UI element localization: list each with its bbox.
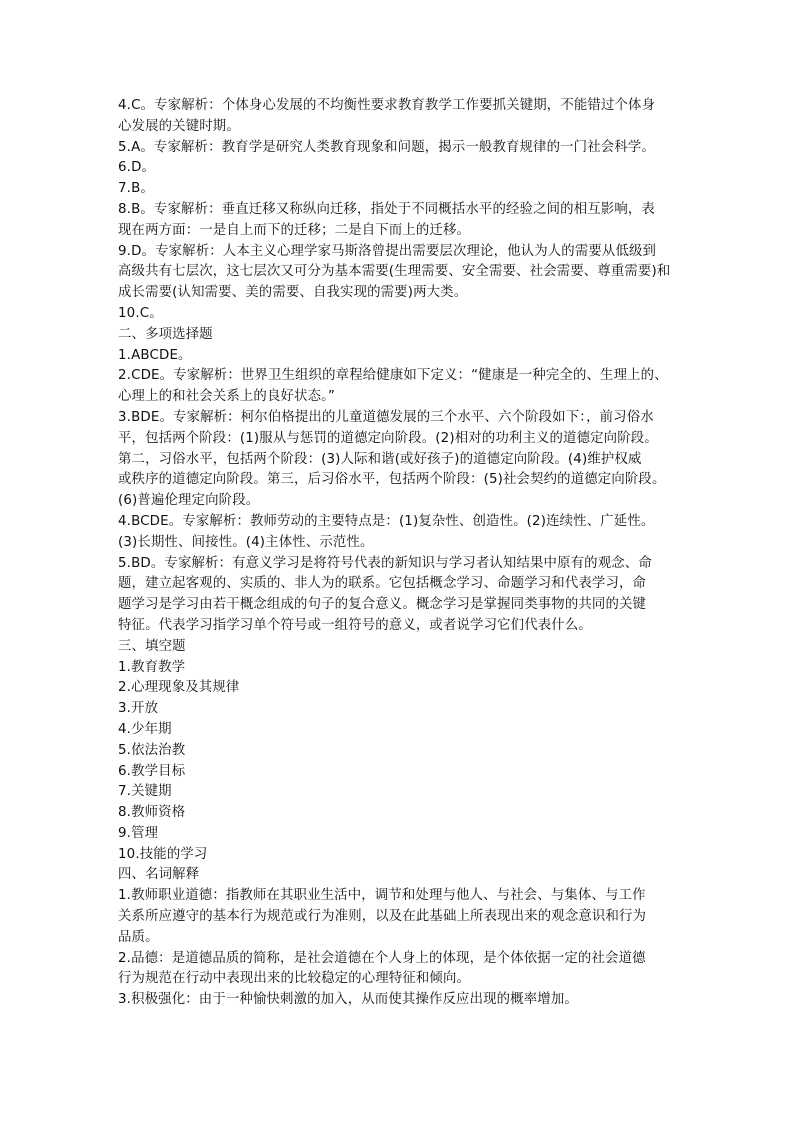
text-line: 1.ABCDE。 (118, 347, 192, 363)
text-line: 高级共有七层次，这七层次又可分为基本需要(生理需要、安全需要、社会需要、尊重需要)和 (118, 264, 671, 280)
text-line: 6.教学目标 (118, 763, 186, 779)
text-line: 8.B。专家解析：垂直迁移又称纵向迁移，指处于不同概括水平的经验之间的相互影响，表 (118, 201, 655, 217)
text-line: 4.少年期 (118, 721, 172, 737)
text-line: 题，建立起客观的、实质的、非人为的联系。它包括概念学习、命题学习和代表学习，命 (118, 576, 647, 592)
text-line: 成长需要(认知需要、美的需要、自我实现的需要)两大类。 (118, 285, 468, 301)
text-line: 1.教师职业道德：指教师在其职业生活中，调节和处理与他人、与社会、与集体、与工作 (118, 888, 646, 904)
text-line: 平，包括两个阶段：(1)服从与惩罚的道德定向阶段。(2)相对的功利主义的道德定向阶段。 (118, 430, 658, 446)
text-line: 品质。 (118, 929, 159, 945)
text-line: 心发展的关键时期。 (118, 118, 240, 134)
text-line: 10.技能的学习 (118, 846, 208, 862)
text-line: 7.B。 (118, 181, 154, 197)
text-line: 现在两方面：一是自上而下的迁移；二是自下而上的迁移。 (118, 222, 471, 238)
text-line: 题学习是学习由若干概念组成的句子的复合意义。概念学习是掌握同类事物的共同的关键 (118, 597, 647, 613)
text-line: 1.教育教学 (118, 659, 186, 675)
text-line: 9.管理 (118, 825, 159, 841)
text-line: 4.C。专家解析：个体身心发展的不均衡性要求教育教学工作要抓关键期，不能错过个体身 (118, 98, 656, 113)
text-line: 5.BD。专家解析：有意义学习是将符号代表的新知识与学习者认知结果中原有的观念、命 (118, 555, 652, 571)
text-line: (6)普遍伦理定向阶段。 (118, 493, 260, 509)
text-line: 5.A。专家解析：教育学是研究人类教育现象和问题，揭示一般教育规律的一门社会科学。 (118, 139, 655, 155)
text-line: 8.教师资格 (118, 805, 186, 821)
text-line: 5.依法治教 (118, 742, 186, 758)
text-line: 心理上的和社会关系上的良好状态。” (118, 389, 336, 405)
text-line: 行为规范在行动中表现出来的比较稳定的心理特征和倾向。 (118, 971, 471, 987)
section-heading: 四、名词解释 (118, 867, 200, 883)
text-line: 7.关键期 (118, 784, 172, 800)
text-line: 10.C。 (118, 305, 163, 321)
text-line: 关系所应遵守的基本行为规范或行为准则，以及在此基础上所表现出来的观念意识和行为 (118, 909, 647, 925)
answer-document (118, 96, 718, 1011)
text-line: 4.BCDE。专家解析：教师劳动的主要特点是：(1)复杂性、创造性。(2)连续性、广延性。 (118, 513, 655, 529)
text-line: 9.D。专家解析：人本主义心理学家马斯洛曾提出需要层次理论，他认为人的需要从低级到 (118, 243, 657, 259)
text-line: 6.D。 (118, 160, 156, 176)
text-line: 3.开放 (118, 701, 159, 717)
section-heading: 三、填空题 (118, 638, 186, 654)
text-line: 2.品德：是道德品质的简称，是社会道德在个人身上的体现，是个体依据一定的社会道德 (118, 950, 646, 966)
section-heading: 二、多项选择题 (118, 326, 213, 342)
text-line: 2.CDE。专家解析：世界卫生组织的章程给健康如下定义：“健康是一种完全的、生理上的、 (118, 368, 668, 384)
text-line: 3.积极强化：由于一种愉快刺激的加入，从而使其操作反应出现的概率增加。 (118, 992, 578, 1008)
text-line: 3.BDE。专家解析：柯尔伯格提出的儿童道德发展的三个水平、六个阶段如下：，前习俗水 (118, 409, 654, 425)
text-line: 第二，习俗水平，包括两个阶段：(3)人际和谐(或好孩子)的道德定向阶段。(4)维护权威 (118, 451, 642, 467)
text-line: 2.心理现象及其规律 (118, 680, 240, 696)
text-line: 或秩序的道德定向阶段。第三，后习俗水平，包括两个阶段：(5)社会契约的道德定向阶段。 (118, 472, 666, 488)
text-line: 特征。代表学习指学习单个符号或一组符号的意义，或者说学习它们代表什么。 (118, 617, 592, 633)
text-line: (3)长期性、间接性。(4)主体性、示范性。 (118, 534, 374, 550)
